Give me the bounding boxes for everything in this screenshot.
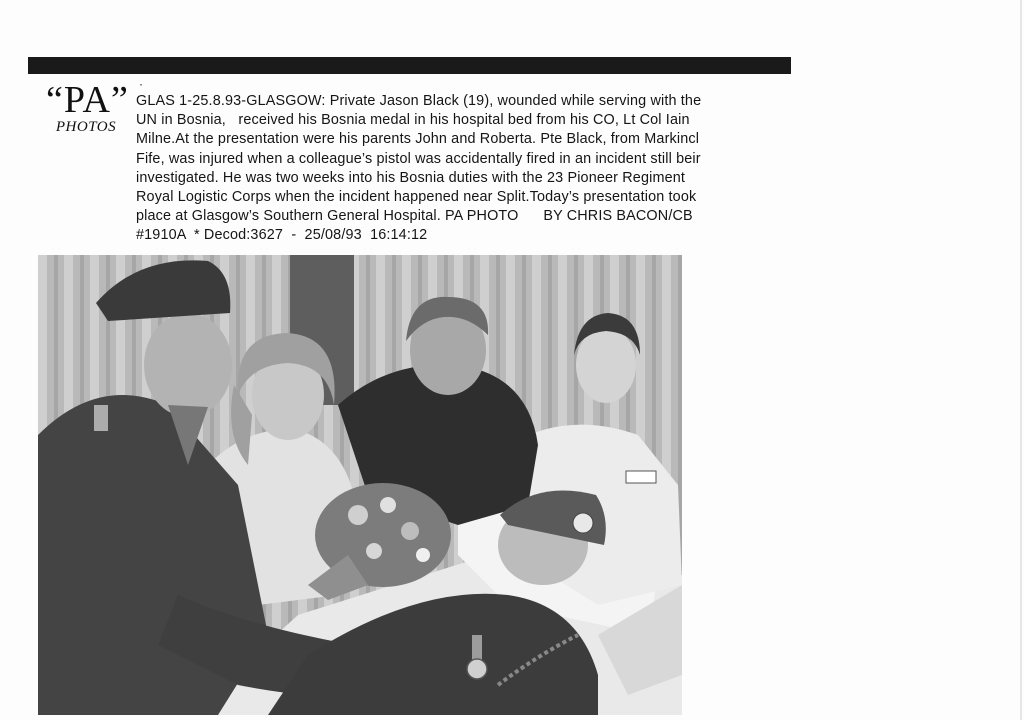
medal-ribbon: [472, 635, 482, 661]
caption-line: Fife, was injured when a colleague’s pistol was accidentally fired in an incident still beir: [136, 150, 701, 167]
pa-logo: [46, 79, 129, 135]
header-bar: [28, 57, 791, 74]
caption-line: Royal Logistic Corps when the incident happened near Split.Today’s presentation took: [136, 189, 697, 206]
pa-logo-mark: “PA”: [46, 79, 129, 121]
caption-line: #1910A * Decod:3627 - 25/08/93 16:14:12: [136, 227, 428, 244]
nurse-name-badge: [626, 471, 656, 483]
officer-rank-insignia: [94, 405, 108, 431]
caption-line: place at Glasgow’s Southern General Hospital. PA PHOTO BY CHRIS BACON/CB: [136, 208, 693, 225]
caption-line: GLAS 1-25.8.93-GLASGOW: Private Jason Black (19), wounded while serving with the: [136, 93, 702, 109]
photo-caption: [136, 92, 796, 246]
dot-mark: ·: [139, 77, 143, 91]
officer-face: [144, 313, 232, 417]
nurse-face: [576, 327, 636, 403]
photo-illustration: [38, 255, 682, 715]
caption-line: investigated. He was two weeks into his Bosnia duties with the 23 Pioneer Regiment: [136, 169, 686, 186]
scan-edge: [1020, 0, 1022, 720]
pa-logo-sub: PHOTOS: [55, 119, 117, 135]
patient-beret-badge: [573, 513, 593, 533]
caption-line: UN in Bosnia, received his Bosnia medal in his hospital bed from his CO, Lt Col Iain: [136, 112, 690, 129]
caption-line: Milne.At the presentation were his parents John and Roberta. Pte Black, from Markincl: [136, 131, 700, 148]
hospital-presentation-photo: [38, 255, 682, 715]
bosnia-medal: [467, 659, 487, 679]
